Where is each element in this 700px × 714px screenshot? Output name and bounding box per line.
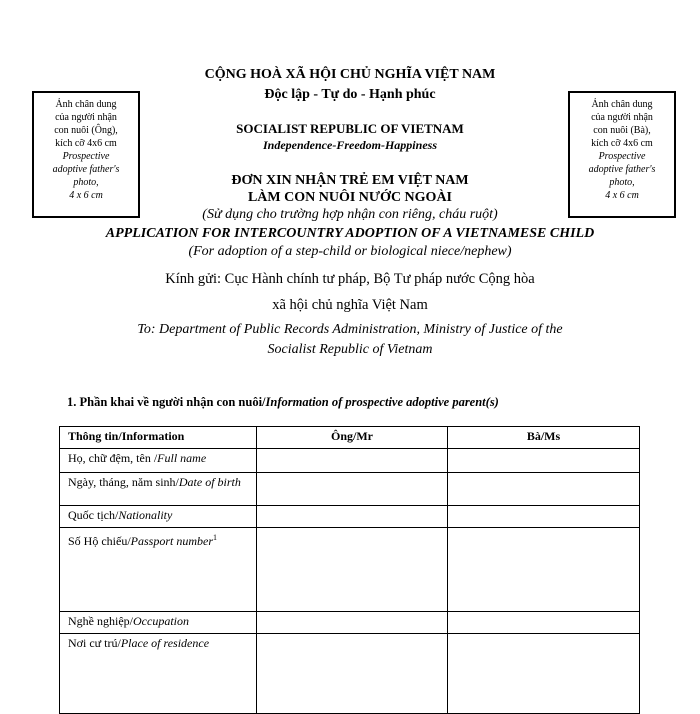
photo-caption-line: kích cỡ 4x6 cm [591,138,653,149]
row-label [60,506,257,528]
title-vn-line2: LÀM CON NUÔI NƯỚC NGOÀI [247,190,453,205]
photo-caption-line: photo, [73,177,99,188]
mr-full-name-cell[interactable] [257,449,448,473]
row-label-en: Passport number [130,534,214,548]
row-label-en: Nationality [118,508,173,522]
ms-occupation-cell[interactable] [448,612,640,634]
row-label-vn: Quốc tịch/ [68,508,119,522]
photo-caption-line: của người nhận [591,112,653,123]
table-row-occupation [60,612,640,634]
header-mr: Ông/Mr [257,427,448,449]
photo-caption-line: adoptive father's [52,164,120,175]
photo-caption-line: Ảnh chân dung [591,99,653,110]
row-label [60,528,257,612]
adoptive-parent-info-table [59,426,640,714]
section-1-heading [67,395,499,410]
ms-place-of-residence-cell[interactable] [448,634,640,714]
photo-caption-line: con nuôi (Bà), [593,125,651,136]
row-label-vn: Nơi cư trú/ [68,636,121,650]
row-label [60,449,257,473]
row-label-en: Occupation [133,614,189,628]
addressee-en-line2: Socialist Republic of Vietnam [267,342,433,357]
photo-caption-line: Prospective [62,151,110,162]
photo-caption-line: 4 x 6 cm [69,190,103,201]
row-label-vn: Họ, chữ đệm, tên / [68,451,158,465]
header-information: Thông tin/Information [60,427,257,449]
mr-date-of-birth-cell[interactable] [257,473,448,506]
row-label [60,612,257,634]
section-1-label-en: Information of prospective adoptive parent(s) [265,395,499,409]
row-label-en: Place of residence [120,636,210,650]
row-label-vn: Ngày, tháng, năm sinh/ [68,475,179,489]
photo-caption-line: Prospective [598,151,646,162]
row-label-en: Full name [157,451,207,465]
title-en-note: (For adoption of a step-child or biological niece/nephew) [188,244,512,259]
photo-caption-line: photo, [609,177,635,188]
motto-vn: Độc lập - Tự do - Hạnh phúc [264,87,436,102]
footnote-marker: 1 [213,533,218,542]
table-row-date-of-birth [60,473,640,506]
table-header-row [60,427,640,449]
table-row-passport-number [60,528,640,612]
ms-passport-number-cell[interactable] [448,528,640,612]
ms-full-name-cell[interactable] [448,449,640,473]
country-name-vn: CỘNG HOÀ XÃ HỘI CHỦ NGHĨA VIỆT NAM [204,67,496,82]
photo-caption-line: của người nhận [55,112,117,123]
row-label [60,473,257,506]
ms-date-of-birth-cell[interactable] [448,473,640,506]
table-row-place-of-residence [60,634,640,714]
addressee-vn-line2: xã hội chủ nghĩa Việt Nam [272,297,428,313]
addressee-vn-line1: Kính gửi: Cục Hành chính tư pháp, Bộ Tư pháp nước Cộng hòa [165,271,535,287]
mr-place-of-residence-cell[interactable] [257,634,448,714]
table-row-nationality [60,506,640,528]
mr-nationality-cell[interactable] [257,506,448,528]
title-en: APPLICATION FOR INTERCOUNTRY ADOPTION OF A VIETNAMESE CHILD [105,226,595,241]
section-1-label-vn: 1. Phần khai về người nhận con nuôi/ [67,395,266,409]
title-vn-line1: ĐƠN XIN NHẬN TRẺ EM VIỆT NAM [231,173,469,188]
header-ms: Bà/Ms [448,427,640,449]
ms-nationality-cell[interactable] [448,506,640,528]
photo-caption-line: Ảnh chân dung [55,99,117,110]
photo-caption-line: adoptive father's [588,164,656,175]
row-label-en: Date of birth [178,475,241,489]
motto-en: Independence-Freedom-Happiness [263,138,437,152]
country-name-en: SOCIALIST REPUBLIC OF VIETNAM [236,121,464,136]
row-label [60,634,257,714]
photo-caption-line: con nuôi (Ông), [54,125,118,136]
row-label-vn: Số Hộ chiếu/ [68,534,131,548]
photo-caption-line: 4 x 6 cm [605,190,639,201]
addressee-en-line1: To: Department of Public Records Administration, Ministry of Justice of the [137,322,563,337]
title-vn-note: (Sử dụng cho trường hợp nhận con riêng, cháu ruột) [202,207,498,222]
row-label-vn: Nghề nghiệp/ [68,614,133,628]
table-row-full-name [60,449,640,473]
mr-passport-number-cell[interactable] [257,528,448,612]
mr-occupation-cell[interactable] [257,612,448,634]
photo-caption-line: kích cỡ 4x6 cm [55,138,117,149]
